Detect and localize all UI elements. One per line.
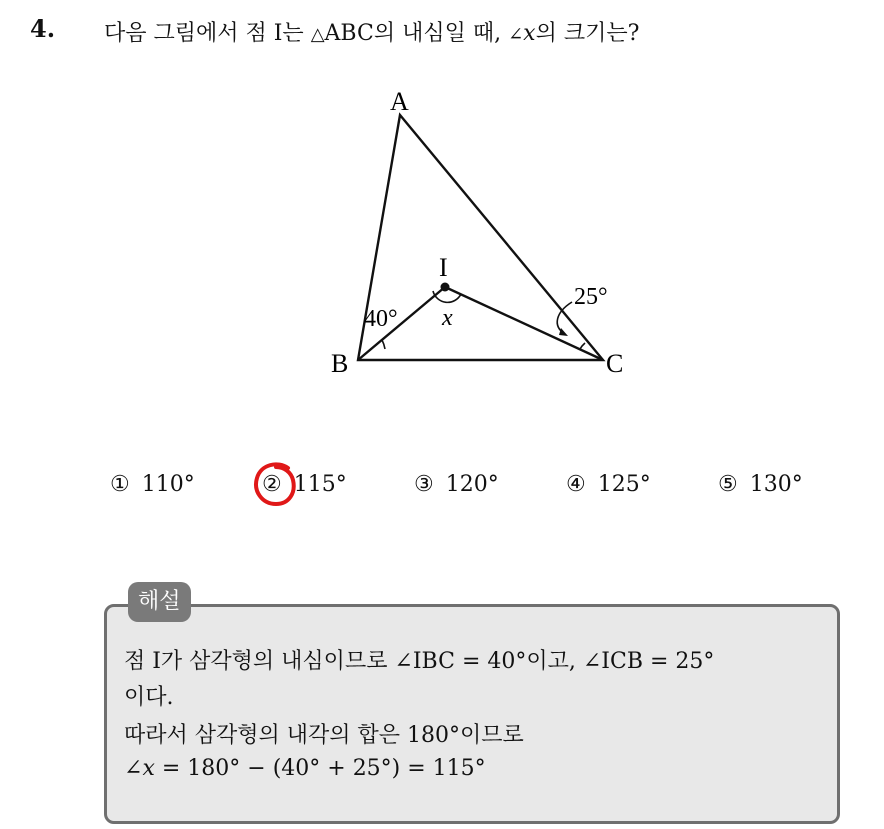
solution-tab: 해설 <box>128 582 191 622</box>
label-i: I <box>439 253 448 282</box>
choice-value: 120° <box>445 472 499 497</box>
choice-number: ⑤ <box>718 472 738 497</box>
triangle-symbol: △ <box>310 24 325 45</box>
solution-box <box>104 604 840 824</box>
angle-symbol: ∠ <box>508 24 524 45</box>
incenter-point <box>441 283 450 292</box>
angle-label-b: 40° <box>364 306 398 332</box>
choice-3[interactable] <box>414 472 499 497</box>
label-b: B <box>331 349 349 378</box>
choice-number: ④ <box>566 472 586 497</box>
solution-line-1: 점 I가 삼각형의 내심이므로 ∠IBC = 40°이고, ∠ICB = 25° <box>124 649 715 674</box>
choice-value: 110° <box>141 472 195 497</box>
choice-5[interactable] <box>718 472 803 497</box>
question-variable: x <box>523 21 536 46</box>
angle-label-c: 25° <box>574 284 608 310</box>
angle-arc-c <box>580 343 585 349</box>
question-text-after: 의 크기는? <box>535 21 640 46</box>
question-text-before: 다음 그림에서 점 I는 <box>104 21 311 46</box>
solution-line-3: 따라서 삼각형의 내각의 합은 180°이므로 <box>124 723 524 748</box>
label-c: C <box>606 349 624 378</box>
question-text-middle: ABC의 내심일 때, <box>324 21 509 46</box>
answer-circle-mark <box>248 458 302 512</box>
solution-line-2: 이다. <box>124 685 174 710</box>
solution-variable: x <box>142 756 155 781</box>
label-a: A <box>390 87 409 116</box>
solution-line-4 <box>124 756 486 781</box>
answer-circle-stroke <box>256 464 294 504</box>
solution-angle-symbol: ∠ <box>124 756 143 781</box>
choice-1[interactable] <box>110 472 195 497</box>
choice-number: ③ <box>414 472 434 497</box>
choice-4[interactable] <box>566 472 651 497</box>
angle-arc-b <box>382 340 385 349</box>
answer-choices <box>0 472 884 512</box>
choice-number: ② <box>262 472 282 497</box>
choice-value: 130° <box>749 472 803 497</box>
choice-value: 115° <box>293 472 347 497</box>
choice-number: ① <box>110 472 130 497</box>
solution-equation: = 180° − (40° + 25°) = 115° <box>154 756 486 781</box>
question-number: 4. <box>30 14 56 43</box>
choice-value: 125° <box>597 472 651 497</box>
angle-label-x: x <box>442 305 453 331</box>
